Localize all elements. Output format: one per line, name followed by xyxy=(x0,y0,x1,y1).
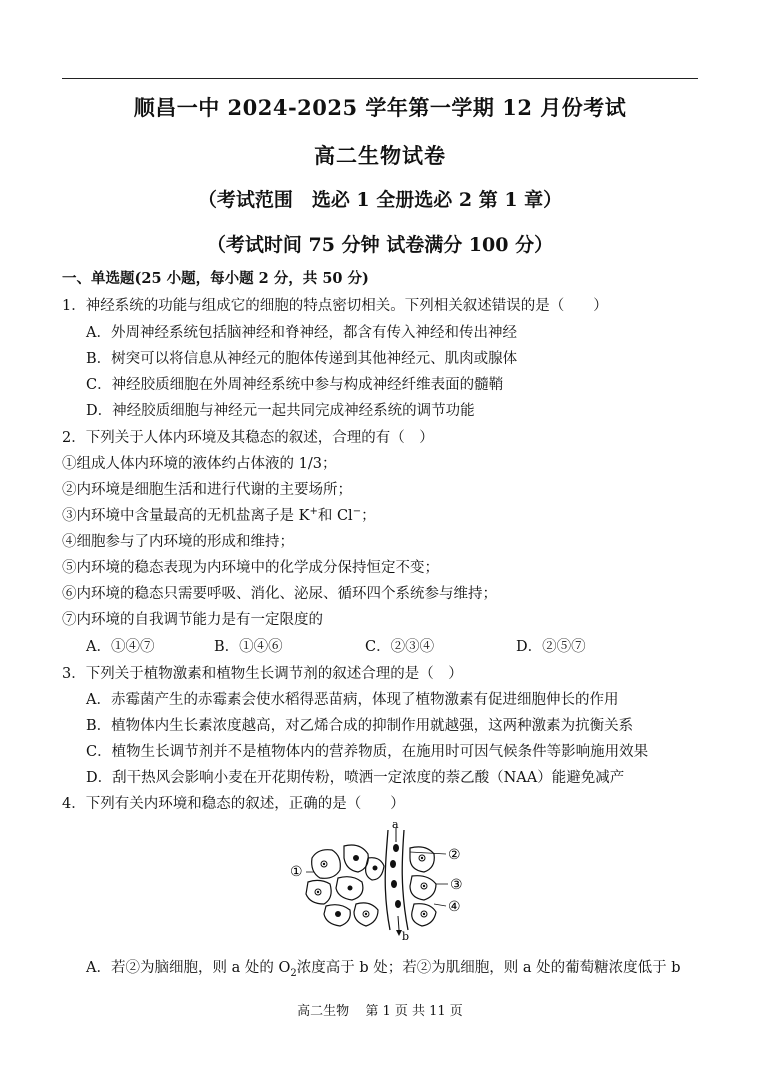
tissue-diagram xyxy=(290,818,470,942)
q1-stem: 1．神经系统的功能与组成它的细胞的特点密切相关。下列相关叙述错误的是（ ） xyxy=(62,298,608,314)
exam-time-score: （考试时间 75 分钟 试卷满分 100 分） xyxy=(206,234,554,256)
footer-subject: 高二生物 xyxy=(297,1004,350,1019)
q2-statement-3: ③内环境中含量最高的无机盐离子是 K+和 Cl−； xyxy=(62,506,376,524)
figure-label-2: ② xyxy=(448,847,461,863)
q2-statement-2: ②内环境是细胞生活和进行代谢的主要场所； xyxy=(62,482,352,498)
header-rule xyxy=(62,78,698,79)
q2-statement-4: ④细胞参与了内环境的形成和维持； xyxy=(62,534,294,550)
figure-label-1: ① xyxy=(290,864,303,880)
page-footer xyxy=(0,1000,760,1019)
q2-option-d: D．②⑤⑦ xyxy=(516,639,586,655)
q4-option-a: A．若②为脑细胞，则 a 处的 $O_2$浓度高于 b 处；若②为肌细胞，则 a 处的葡萄糖浓度低于 b xyxy=(86,960,681,979)
q3-option-d: D．刮干热风会影响小麦在开花期传粉，喷洒一定浓度的萘乙酸（NAA）能避免减产 xyxy=(86,770,625,786)
figure-label-3: ③ xyxy=(450,877,463,893)
q2-statement-1: ①组成人体内环境的液体约占体液的 1/3； xyxy=(62,456,337,472)
q1-option-a: A．外周神经系统包括脑神经和脊神经，都含有传入神经和传出神经 xyxy=(86,325,517,341)
q2-statement-5: ⑤内环境的稳态表现为内环境中的化学成分保持恒定不变； xyxy=(62,560,439,576)
q3-option-b: B．植物体内生长素浓度越高，对乙烯合成的抑制作用就越强，这两种激素为抗衡关系 xyxy=(86,718,634,734)
exam-title: 顺昌一中 2024-2025 学年第一学期 12 月份考试 xyxy=(133,95,627,120)
exam-scope: （考试范围 选必 1 全册选必 2 第 1 章） xyxy=(197,189,563,211)
q1-option-b: B．树突可以将信息从神经元的胞体传递到其他神经元、肌肉或腺体 xyxy=(86,351,518,367)
q1-option-c: C．神经胶质细胞在外周神经系统中参与构成神经纤维表面的髓鞘 xyxy=(86,377,504,393)
figure-label-b: b xyxy=(402,930,410,942)
subject-title: 高二生物试卷 xyxy=(314,143,446,168)
q4-stem: 4．下列有关内环境和稳态的叙述，正确的是（ ） xyxy=(62,796,405,812)
q2-option-a: A．①④⑦ xyxy=(86,639,155,655)
q3-option-a: A．赤霉菌产生的赤霉素会使水稻得恶苗病，体现了植物激素有促进细胞伸长的作用 xyxy=(86,692,619,708)
q2-statement-6: ⑥内环境的稳态只需要呼吸、消化、泌尿、循环四个系统参与维持； xyxy=(62,586,497,602)
figure-label-4: ④ xyxy=(448,899,461,915)
q3-stem: 3．下列关于植物激素和植物生长调节剂的叙述合理的是（ ） xyxy=(62,666,463,682)
q2-option-b: B．①④⑥ xyxy=(214,639,283,655)
footer-page-number: 第 1 页 共 11 页 xyxy=(365,1004,463,1019)
q1-option-d: D．神经胶质细胞与神经元一起共同完成神经系统的调节功能 xyxy=(86,403,475,419)
section-title: 一、单选题(25 小题，每小题 2 分，共 50 分) xyxy=(62,270,369,287)
q2-option-c: C．②③④ xyxy=(365,639,435,655)
figure-label-a: a xyxy=(392,818,399,831)
q2-stem: 2．下列关于人体内环境及其稳态的叙述，合理的有（ ） xyxy=(62,430,434,446)
q3-option-c: C．植物生长调节剂并不是植物体内的营养物质，在施用时可因气候条件等影响施用效果 xyxy=(86,744,649,760)
q2-statement-7: ⑦内环境的自我调节能力是有一定限度的 xyxy=(62,612,323,628)
